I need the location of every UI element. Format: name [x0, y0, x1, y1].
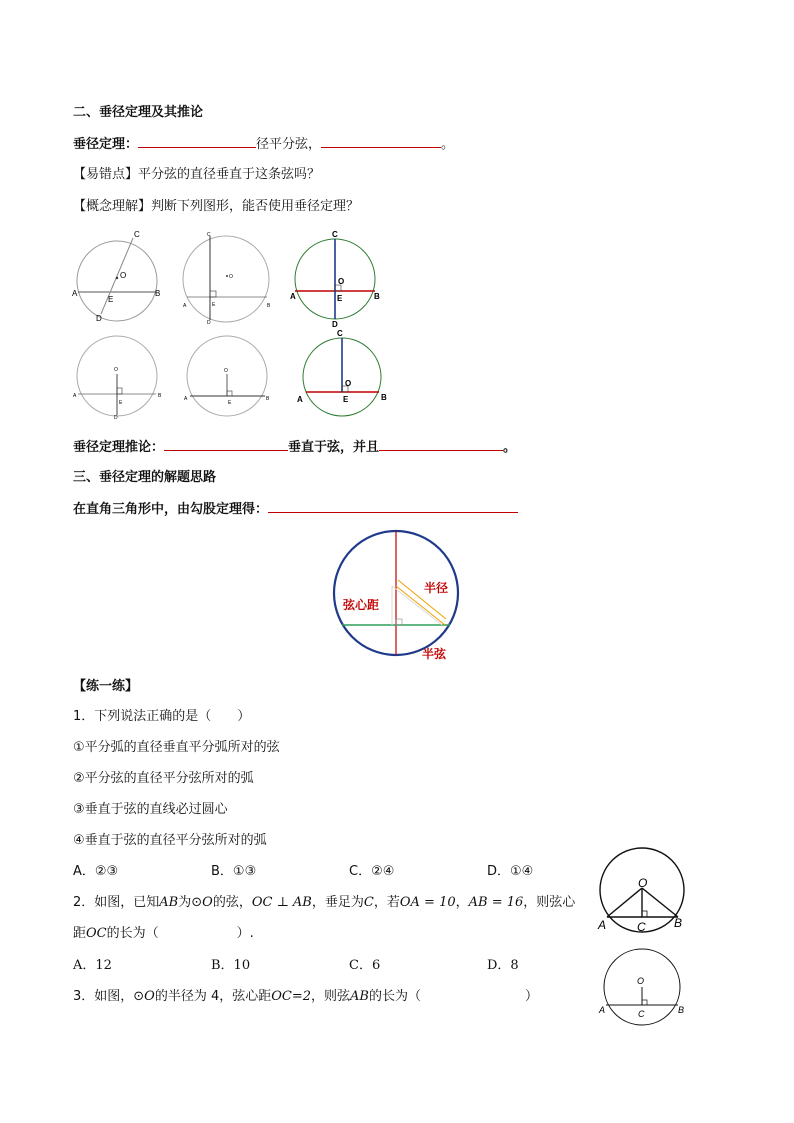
q2-text: 的弦，	[212, 895, 252, 910]
label-o: O	[338, 277, 345, 286]
label-a: A	[73, 393, 77, 399]
q3-stem	[73, 988, 538, 1006]
q2-text: 距	[73, 926, 87, 941]
concept-figures	[70, 228, 390, 420]
q2-label-o: O	[638, 876, 648, 890]
theorem-label: 垂径定理：	[73, 137, 139, 152]
concept-figure-6	[297, 329, 387, 416]
q3-text: 的长为（ ）	[369, 989, 539, 1004]
label-b: B	[266, 396, 270, 402]
concept-figure-5	[184, 336, 270, 416]
label-b: B	[158, 393, 162, 399]
corollary-blank-1[interactable]	[164, 438, 288, 451]
label-a: A	[184, 396, 188, 402]
label-radius: 半径	[424, 581, 449, 595]
label-a: A	[297, 395, 303, 404]
q2-stem-line-2	[73, 925, 254, 943]
q1-statement-2: ②平分弦的直径平分弦所对的弧	[73, 771, 254, 786]
q2-text: ，则弦心	[523, 895, 576, 910]
corollary-end: 。	[503, 440, 517, 455]
q2-c: C	[363, 895, 374, 910]
label-o: O	[120, 271, 127, 280]
label-d: D	[114, 415, 118, 420]
q2-option-a[interactable]: A．12	[73, 958, 112, 973]
corollary-blank-2[interactable]	[379, 438, 503, 451]
q2-oc: OC	[86, 926, 107, 941]
label-a: A	[290, 292, 296, 301]
concept-figure-4	[73, 336, 162, 420]
label-e: E	[212, 302, 216, 308]
theorem-blank-1[interactable]	[138, 135, 256, 148]
concept-figure-1	[72, 230, 160, 323]
q2-oa: OA = 10	[399, 895, 456, 910]
solution-diagram	[330, 522, 464, 662]
q2-text: ，若	[373, 895, 400, 910]
label-d: D	[332, 320, 338, 329]
theorem-mid: 径平分弦，	[256, 137, 322, 152]
q1-option-d[interactable]: D．①④	[487, 864, 534, 879]
corollary-mid: 垂直于弦，并且	[288, 440, 380, 455]
section-heading-2: 二、垂径定理及其推论	[73, 105, 204, 120]
q3-label-c: C	[638, 1009, 645, 1019]
pythagoras-blank[interactable]	[268, 500, 518, 513]
theorem-blank-2[interactable]	[321, 135, 441, 148]
q2-condition: OC ⊥ AB	[251, 895, 312, 910]
label-e: E	[119, 400, 123, 406]
label-c: C	[134, 230, 140, 239]
label-e: E	[228, 400, 232, 406]
q1-statement-4: ④垂直于弦的直径平分弦所对的弧	[73, 833, 267, 848]
q2-o: O	[202, 895, 213, 910]
label-b: B	[381, 393, 387, 402]
q3-text: 3．如图，⊙	[73, 989, 145, 1004]
label-o: O	[114, 367, 118, 373]
q3-figure	[596, 947, 690, 1029]
q2-option-c[interactable]: C．6	[349, 958, 381, 973]
q1-statement-1: ①平分弧的直径垂直平分弧所对的弦	[73, 740, 280, 755]
label-o: O	[224, 368, 228, 374]
q3-o: O	[144, 989, 155, 1004]
q2-ab-value: AB = 16	[468, 895, 524, 910]
concept-note: 【概念理解】判断下列图形，能否使用垂径定理？	[73, 199, 360, 214]
q2-text: ，	[455, 895, 469, 910]
q2-text: 2．如图，已知	[73, 895, 160, 910]
label-a: A	[72, 289, 78, 298]
q2-ab: AB	[159, 895, 179, 910]
theorem-end: 。	[441, 137, 455, 152]
q3-text: 的半径为 4，弦心距	[154, 989, 272, 1004]
corollary-label: 垂径定理推论：	[73, 440, 165, 455]
q2-text: 为⊙	[178, 895, 203, 910]
label-e: E	[108, 295, 114, 304]
concept-figure-3	[290, 230, 380, 329]
q2-figure	[595, 846, 689, 936]
q2-option-b[interactable]: B．10	[211, 958, 251, 973]
label-d: D	[96, 314, 102, 323]
label-e: E	[337, 294, 343, 303]
q3-label-b: B	[678, 1005, 685, 1015]
label-c: C	[332, 230, 338, 239]
q2-option-d[interactable]: D．8	[487, 958, 519, 973]
label-c: C	[207, 232, 211, 238]
pythagoras-text: 在直角三角形中，由勾股定理得：	[73, 502, 269, 517]
label-e: E	[343, 395, 349, 404]
q3-ab: AB	[350, 989, 369, 1004]
label-a: A	[183, 303, 187, 309]
q2-label-b: B	[674, 916, 683, 930]
section-heading-3: 三、垂径定理的解题思路	[73, 470, 217, 485]
label-chord-distance: 弦心距	[343, 598, 380, 612]
q3-oc: OC=2	[271, 989, 312, 1004]
q1-statement-3: ③垂直于弦的直线必过圆心	[73, 802, 228, 817]
corollary-line	[73, 438, 516, 457]
label-b: B	[374, 292, 380, 301]
q1-option-c[interactable]: C．②④	[349, 864, 395, 879]
label-d: D	[207, 320, 211, 326]
q2-stem-line-1	[73, 894, 575, 912]
q2-label-a: A	[598, 918, 607, 932]
concept-figure-2	[183, 232, 271, 326]
q1-stem: 1．下列说法正确的是（ ）	[73, 709, 251, 724]
label-c: C	[337, 329, 343, 338]
label-o: O	[229, 274, 233, 280]
mistake-note: 【易错点】平分弦的直径垂直于这条弦吗？	[73, 167, 321, 182]
q2-label-c: C	[637, 920, 646, 934]
practice-heading: 【练一练】	[73, 679, 139, 694]
pythagoras-line	[73, 500, 518, 519]
label-b: B	[267, 303, 271, 309]
label-half-chord: 半弦	[422, 647, 447, 661]
q2-text: ，垂足为	[311, 895, 364, 910]
label-o: O	[345, 379, 352, 388]
q1-option-a[interactable]: A．②③	[73, 864, 119, 879]
q3-label-a: A	[599, 1005, 606, 1015]
q2-text: 的长为（ ）.	[106, 926, 254, 941]
theorem-line	[73, 135, 454, 154]
q3-label-o: O	[637, 976, 645, 986]
q1-option-b[interactable]: B．①③	[211, 864, 257, 879]
label-b: B	[155, 289, 161, 298]
q3-text: ，则弦	[311, 989, 351, 1004]
